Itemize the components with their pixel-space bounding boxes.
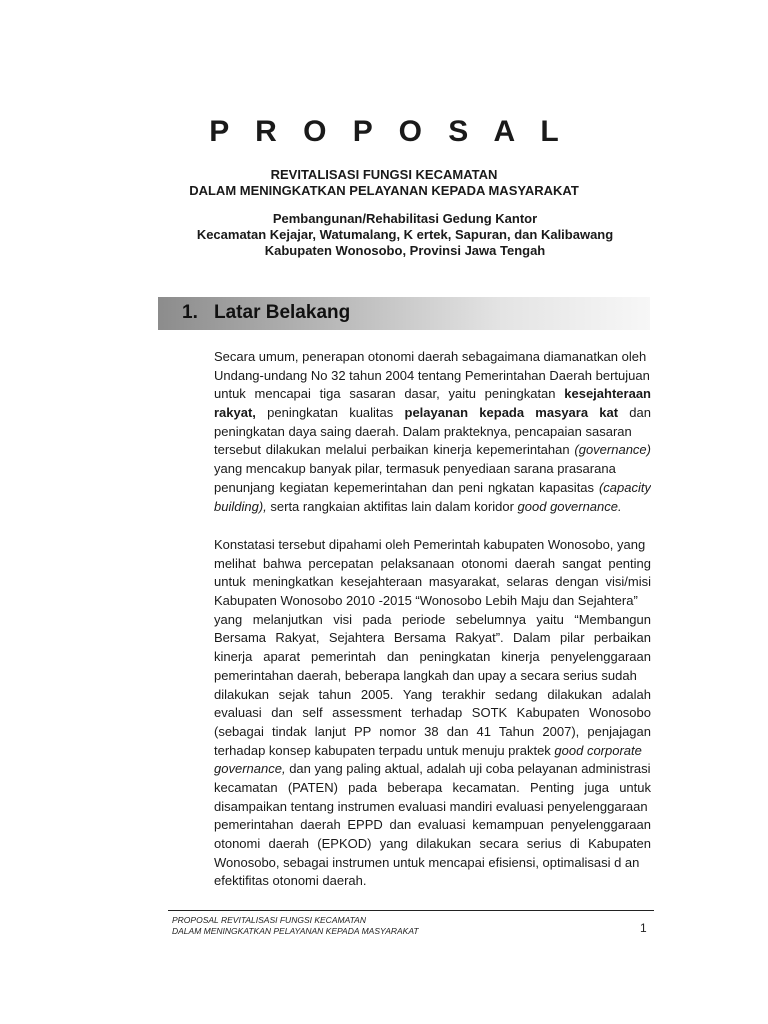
text-run: serta rangkaian aktifitas lain dalam koridor [270, 498, 514, 514]
project-line: Kecamatan Kejajar, Watumalang, K ertek, Sapuran, dan Kalibawang [196, 227, 614, 242]
text-line: evaluasi dan self assessment terhadap SOTK Kabupaten Wonosobo [214, 705, 651, 721]
text-run: untuk mencapai tiga sasaran dasar, yaitu peningkatan [214, 386, 556, 402]
text-line: disampaikan tentang instrumen evaluasi mandiri evaluasi penyelenggaraan [214, 798, 648, 814]
text-line: Wonosobo, sebagai instrumen untuk mencapai efisiensi, optimalisasi d an [214, 854, 640, 870]
text-line: Kabupaten Wonosobo 2010 -2015 “Wonosobo Lebih Maju dan Sejahtera” [214, 593, 638, 609]
text-run: penunjang kegiatan kepemerintahan dan peni ngkatan kapasitas [214, 479, 595, 495]
document-subtitle [0, 167, 768, 199]
footer-line: DALAM MENINGKATKAN PELAYANAN KEPADA MASYARAKAT [172, 926, 419, 936]
text-line [214, 441, 651, 460]
text-run: terhadap konsep kabupaten terpadu untuk menuju praktek [214, 742, 551, 758]
section-title: Latar Belakang [214, 302, 351, 323]
text-line: Secara umum, penerapan otonomi daerah sebagaimana diamanatkan oleh [214, 349, 647, 364]
text-line: otonomi daerah (EPKOD) yang dilakukan secara serius di Kabupaten [214, 836, 651, 851]
text-line: (sebagai tindak lanjut PP nomor 38 dan 41 Tahun 2007), penjajagan [214, 723, 651, 739]
text-line: Undang-undang No 32 tahun 2004 tentang Pemerintahan Daerah bertujuan [214, 367, 650, 383]
text-line: efektifitas otonomi daerah. [214, 873, 367, 889]
text-line [214, 760, 651, 779]
bold-text: kesejahteraan [564, 386, 651, 402]
text-line [214, 742, 651, 761]
text-line: yang melanjutkan visi pada periode sebelumnya yaitu “Membangun [214, 611, 651, 627]
text-run: tersebut dilakukan melalui perbaikan kinerja kepemerintahan [214, 442, 570, 458]
italic-text: governance, [214, 761, 286, 777]
text-line [214, 479, 651, 498]
text-line: melihat bahwa percepatan pelaksanaan otonomi daerah sangat penting [214, 555, 651, 571]
project-line: Pembangunan/Rehabilitasi Gedung Kantor [272, 211, 538, 226]
subtitle-line: REVITALISASI FUNGSI KECAMATAN [270, 167, 498, 182]
footer-line: PROPOSAL REVITALISASI FUNGSI KECAMATAN [172, 915, 366, 925]
text-line [214, 498, 651, 517]
italic-text: good governance. [517, 498, 622, 514]
text-line [214, 404, 651, 423]
text-run: peningkatan kualitas [267, 405, 394, 421]
text-run: dan yang paling aktual, adalah uji coba pelayanan administrasi [289, 761, 651, 777]
bold-text: pelayanan kepada masyara kat [404, 405, 619, 421]
section-number: 1. [182, 302, 198, 323]
page-number: 1 [640, 921, 647, 935]
text-line: pemerintahan daerah, beberapa langkah dan upay a secara serius sudah [214, 667, 637, 683]
text-line: Konstatasi tersebut dipahami oleh Pemerintah kabupaten Wonosobo, yang [214, 537, 646, 552]
text-line: pemerintahan daerah EPPD dan evaluasi kemampuan penyelenggaraan [214, 817, 651, 833]
text-line: kecamatan (PATEN) pada beberapa kecamatan. Penting juga untuk [214, 779, 651, 795]
section-heading-bar [158, 297, 650, 330]
bold-text: rakyat, [214, 405, 256, 421]
project-line: Kabupaten Wonosobo, Provinsi Jawa Tengah [264, 243, 546, 258]
text-line: kinerja aparat pemerintah dan peningkatan kinerja penyelenggaraan [214, 649, 651, 665]
italic-text: building), [214, 498, 267, 514]
project-description [0, 211, 768, 259]
italic-text: (capacity [598, 479, 651, 495]
subtitle-line: DALAM MENINGKATKAN PELAYANAN KEPADA MASYARAKAT [189, 183, 579, 198]
text-line: peningkatan daya saing daerah. Dalam prakteknya, pencapaian sasaran [214, 423, 632, 439]
text-line [214, 385, 651, 404]
document-title: P R O P O S A L [209, 115, 568, 148]
footer-text [172, 915, 419, 937]
italic-text: (governance) [574, 442, 651, 458]
text-line: Bersama Rakyat, Sejahtera Bersama Rakyat”. Dalam pilar perbaikan [214, 630, 651, 646]
italic-text: good corporate [554, 742, 642, 758]
text-line: untuk meningkatkan kesejahteraan masyarakat, selaras dengan visi/misi [214, 574, 651, 590]
paragraph-2 [214, 536, 651, 891]
paragraph-1 [214, 348, 651, 516]
text-line: yang mencakup banyak pilar, termasuk penyediaan sarana prasarana [214, 461, 616, 477]
text-line: dilakukan sejak tahun 2005. Yang terakhir sedang dilakukan adalah [214, 686, 651, 702]
footer-divider [168, 910, 654, 911]
text-run: dan [629, 405, 651, 421]
